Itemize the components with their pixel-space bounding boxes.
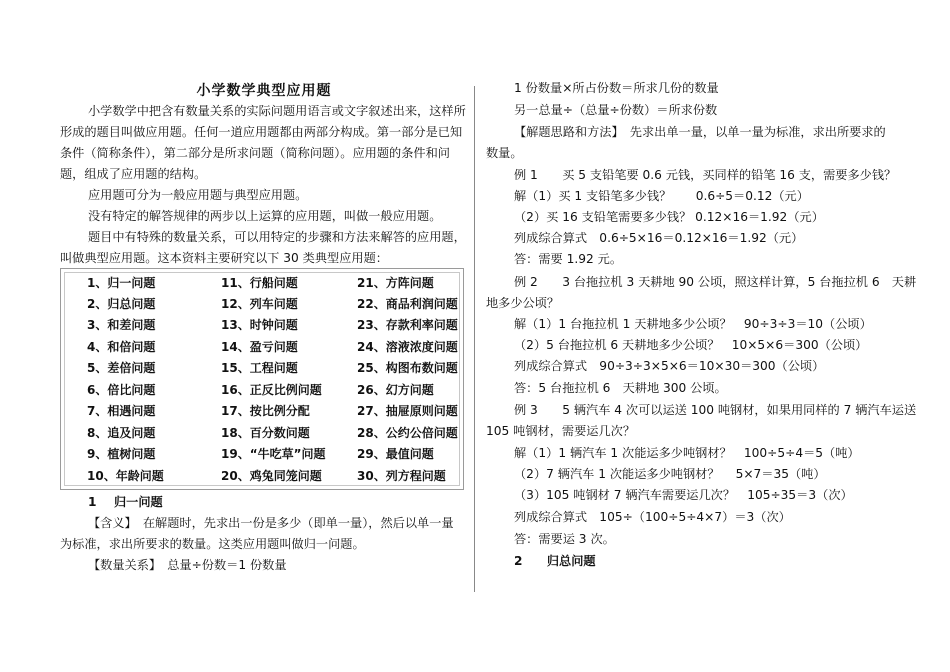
topic-item: 21、方阵问题: [357, 276, 434, 290]
topic-item: 29、最值问题: [357, 447, 434, 461]
answer-line: 答：需要运 3 次。: [514, 532, 615, 546]
method-line: 数量。: [486, 146, 523, 160]
solution-line: 解（1）1 辆汽车 1 次能运多少吨钢材？ 100÷5÷4＝5（吨）: [514, 446, 860, 460]
meaning-line: 【含义】 在解题时，先求出一份是多少（即单一量），然后以单一量: [88, 516, 454, 530]
topic-item: 12、列车问题: [221, 297, 298, 311]
topic-item: 8、追及问题: [87, 426, 156, 440]
topic-item: 24、溶液浓度问题: [357, 340, 458, 354]
intro-line: 叫做典型应用题。这本资料主要研究以下 30 类典型应用题：: [60, 251, 388, 265]
quantity-relation: 【数量关系】 总量÷份数＝1 份数量: [88, 558, 287, 572]
topic-item: 1、归一问题: [87, 276, 156, 290]
topic-item: 11、行船问题: [221, 276, 298, 290]
column-divider: [474, 86, 475, 592]
answer-line: 答：需要 1.92 元。: [514, 252, 623, 266]
topic-item: 15、工程问题: [221, 361, 298, 375]
answer-line: 答：5 台拖拉机 6 天耕地 300 公顷。: [514, 381, 727, 395]
section-heading: 归一问题: [114, 495, 163, 509]
intro-line: 形成的题目叫做应用题。任何一道应用题都由两部分构成。第一部分是已知: [60, 125, 463, 139]
topic-item: 20、鸡兔同笼问题: [221, 469, 322, 483]
topic-item: 19、“牛吃草”问题: [221, 447, 326, 461]
topic-item: 6、倍比问题: [87, 383, 156, 397]
method-line: 【解题思路和方法】 先求出单一量，以单一量为标准，求出所要求的: [514, 125, 886, 139]
meaning-line: 为标准，求出所要求的数量。这类应用题叫做归一问题。: [60, 537, 365, 551]
solution-line: （2）5 台拖拉机 6 天耕地多少公顷？ 10×5×6＝300（公顷）: [514, 338, 868, 352]
topic-item: 22、商品利润问题: [357, 297, 458, 311]
combined-formula: 列成综合算式 90÷3÷3×5×6＝10×30＝300（公顷）: [514, 359, 825, 373]
example-line: 例 2 3 台拖拉机 3 天耕地 90 公顷，照这样计算，5 台拖拉机 6 天耕: [514, 275, 917, 289]
topic-item: 30、列方程问题: [357, 469, 446, 483]
topic-item: 18、百分数问题: [221, 426, 310, 440]
combined-formula: 列成综合算式 105÷（100÷5÷4×7）＝3（次）: [514, 510, 791, 524]
example-line: 105 吨钢材，需要运几次？: [486, 424, 636, 438]
intro-line: 题目中有特殊的数量关系，可以用特定的步骤和方法来解答的应用题，: [88, 230, 466, 244]
intro-line: 小学数学中把含有数量关系的实际问题用语言或文字叙述出来，这样所: [88, 104, 466, 118]
section-heading: 2 归总问题: [514, 554, 596, 568]
combined-formula: 列成综合算式 0.6÷5×16＝0.12×16＝1.92（元）: [514, 231, 804, 245]
section-number: 1: [88, 495, 97, 509]
intro-line: 应用题可分为一般应用题与典型应用题。: [88, 188, 308, 202]
topic-item: 2、归总问题: [87, 297, 156, 311]
topic-item: 5、差倍问题: [87, 361, 156, 375]
topic-item: 28、公约公倍问题: [357, 426, 458, 440]
formula-line: 1 份数量×所占份数＝所求几份的数量: [514, 81, 719, 95]
solution-line: （2）买 16 支铅笔需要多少钱？ 0.12×16＝1.92（元）: [514, 210, 824, 224]
solution-line: 解（1）1 台拖拉机 1 天耕地多少公顷？ 90÷3÷3＝10（公顷）: [514, 317, 872, 331]
solution-line: 解（1）买 1 支铅笔多少钱？ 0.6÷5＝0.12（元）: [514, 189, 809, 203]
page-title: 小学数学典型应用题: [196, 83, 332, 99]
solution-line: （3）105 吨钢材 7 辆汽车需要运几次？ 105÷35＝3（次）: [514, 488, 853, 502]
topic-item: 4、和倍问题: [87, 340, 156, 354]
solution-line: （2）7 辆汽车 1 次能运多少吨钢材？ 5×7＝35（吨）: [514, 467, 826, 481]
topic-item: 10、年龄问题: [87, 469, 164, 483]
example-line: 例 1 买 5 支铅笔要 0.6 元钱，买同样的铅笔 16 支，需要多少钱？: [514, 168, 897, 182]
formula-line: 另一总量÷（总量÷份数）＝所求份数: [514, 103, 718, 117]
topic-item: 14、盈亏问题: [221, 340, 298, 354]
topic-item: 26、幻方问题: [357, 383, 434, 397]
topic-item: 23、存款利率问题: [357, 318, 458, 332]
topic-item: 16、正反比例问题: [221, 383, 322, 397]
topics-table: [60, 268, 464, 490]
intro-line: 条件（简称条件），第二部分是所求问题（简称问题）。应用题的条件和问: [60, 146, 450, 160]
topic-item: 17、按比例分配: [221, 404, 310, 418]
example-line: 地多少公顷？: [486, 296, 560, 310]
topic-item: 7、相遇问题: [87, 404, 156, 418]
topic-item: 9、植树问题: [87, 447, 156, 461]
intro-line: 没有特定的解答规律的两步以上运算的应用题，叫做一般应用题。: [88, 209, 442, 223]
topic-item: 13、时钟问题: [221, 318, 298, 332]
intro-line: 题，组成了应用题的结构。: [60, 167, 207, 181]
topic-item: 25、构图布数问题: [357, 361, 458, 375]
topic-item: 27、抽屉原则问题: [357, 404, 458, 418]
example-line: 例 3 5 辆汽车 4 次可以运送 100 吨钢材，如果用同样的 7 辆汽车运送: [514, 403, 917, 417]
topic-item: 3、和差问题: [87, 318, 156, 332]
